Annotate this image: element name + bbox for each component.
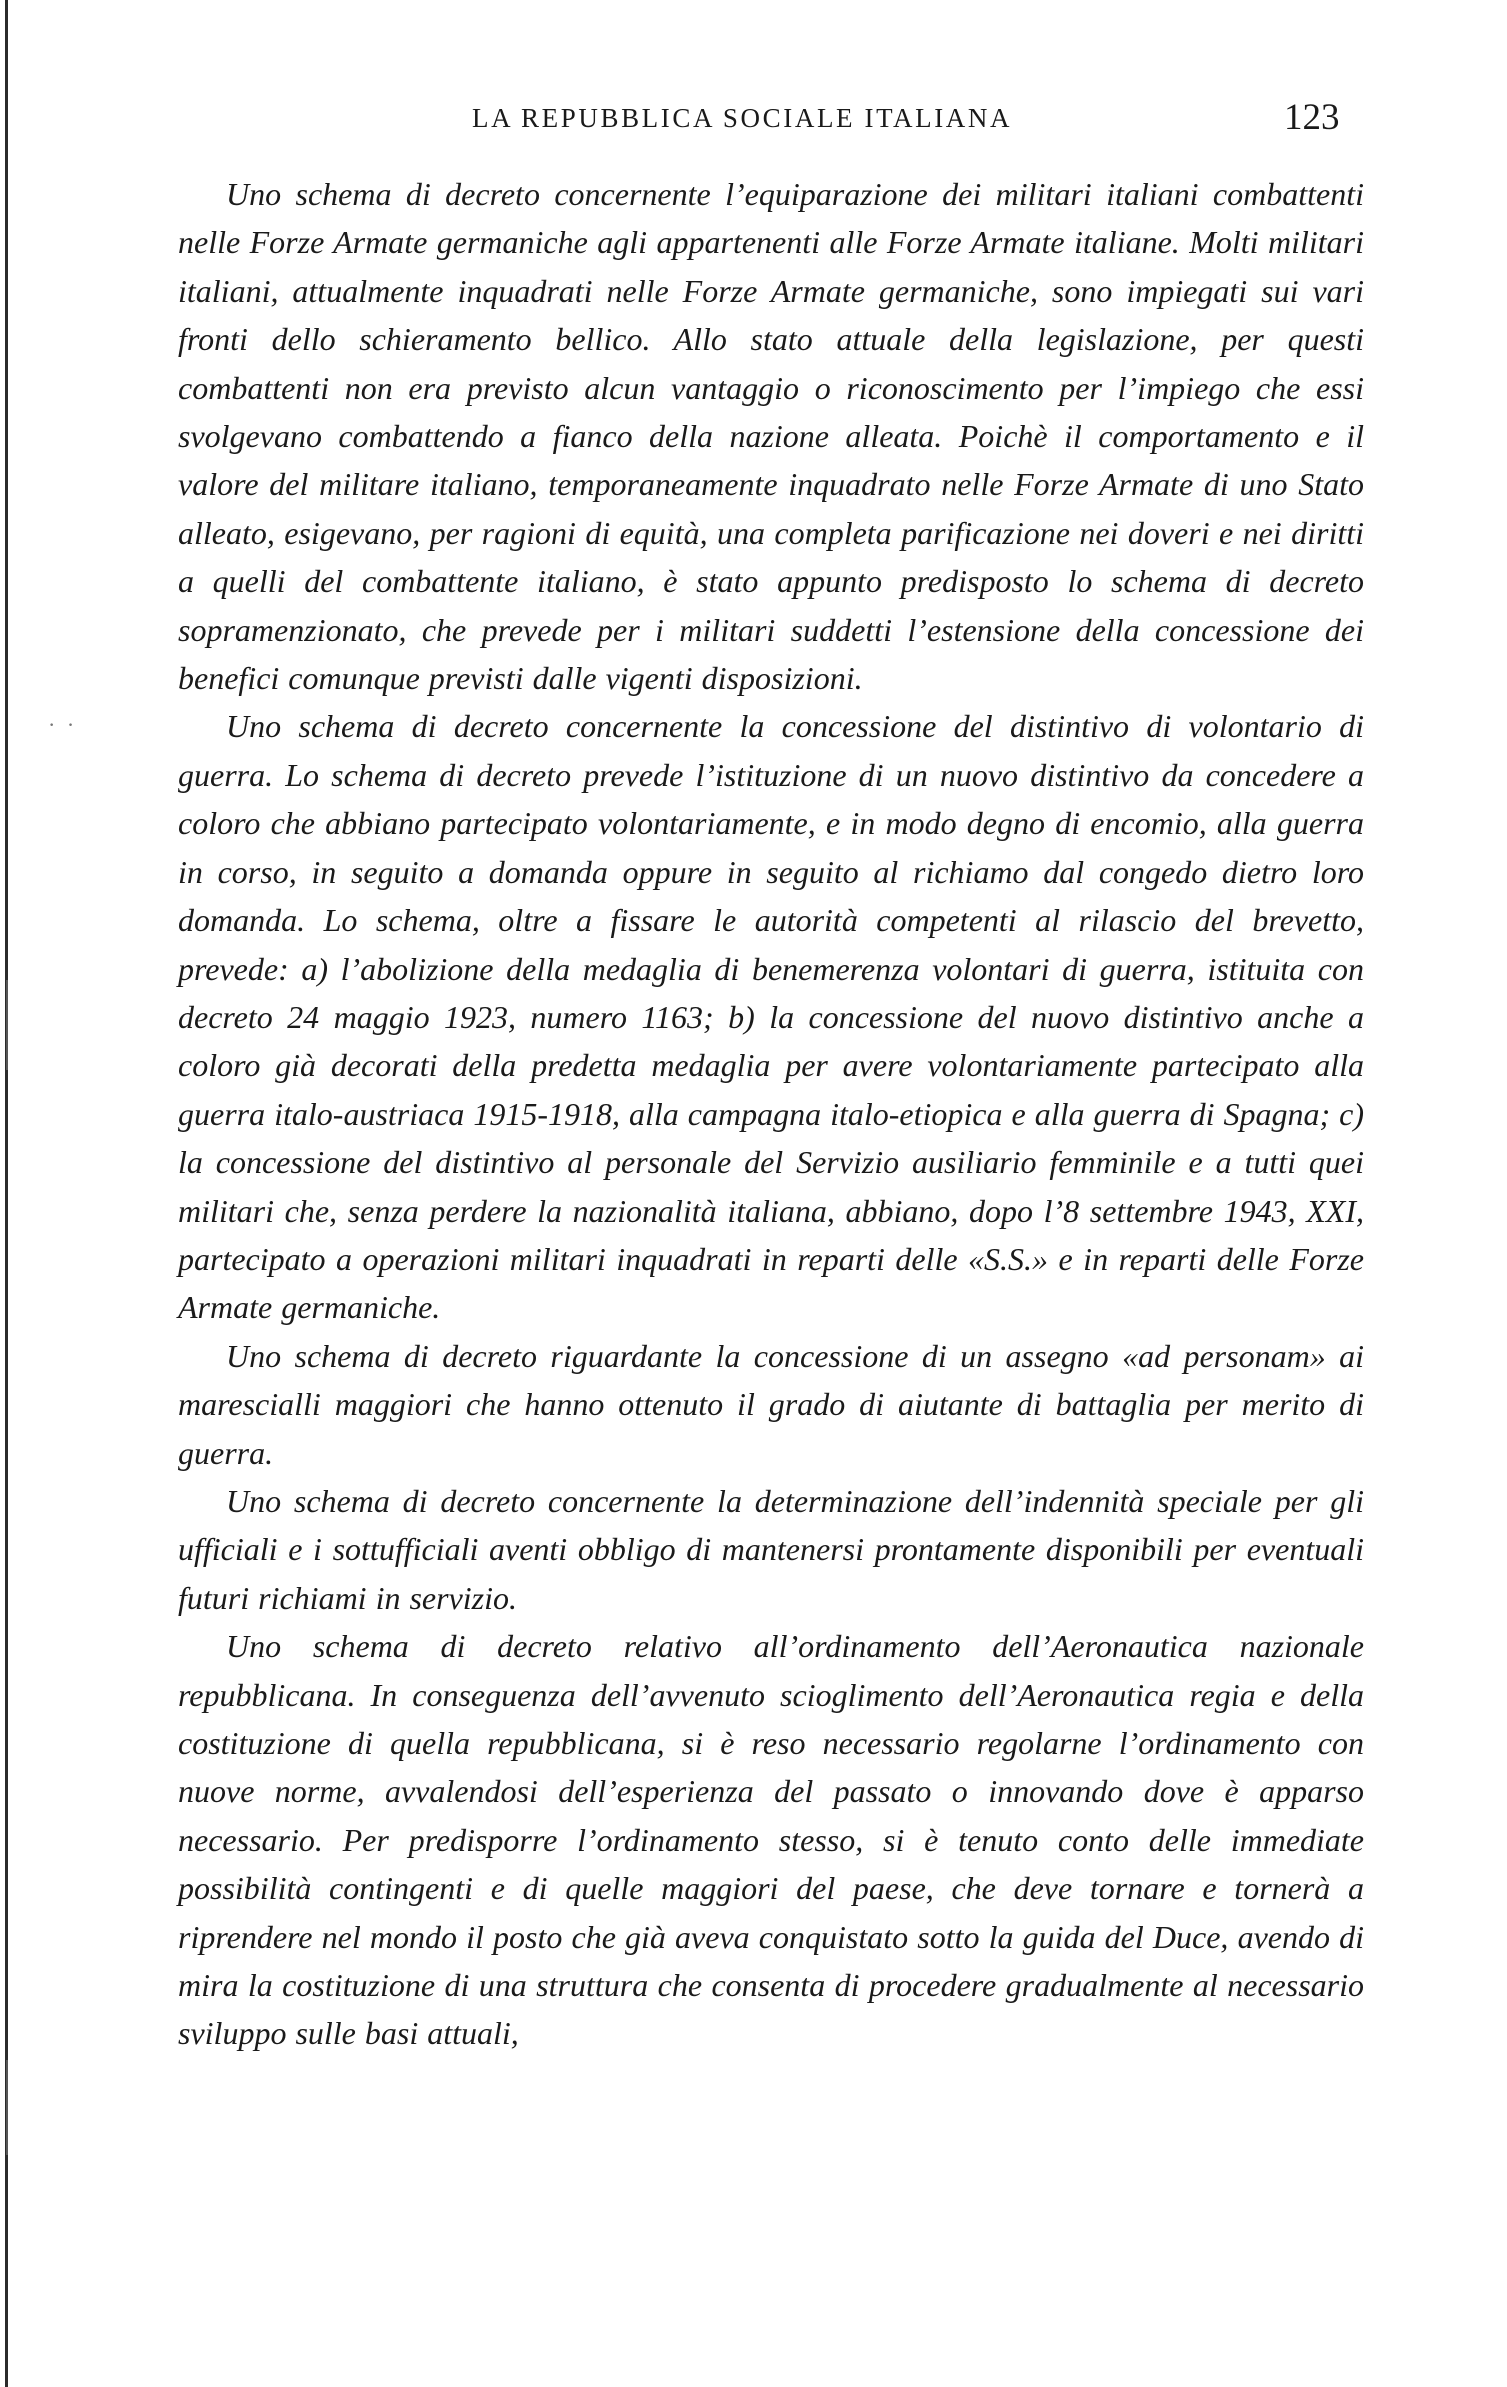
paragraph-indennita-speciale: Uno schema di decreto concernente la determinazione dell’indennità speciale per gli ufficiali e i sottufficiali aventi obbligo di mantenersi prontamente disponibili per eventuali futuri richiami in servizio. — [178, 1482, 1364, 1616]
paragraph-assegno-marescialli: Uno schema di decreto riguardante la concessione di un assegno «ad personam» ai marescialli maggiori che hanno ottenuto il grado di aiutante di battaglia per merito di guerra. — [178, 1337, 1364, 1471]
paragraph-distintivo-volontario: Uno schema di decreto concernente la concessione del distintivo di volontario di guerra. Lo schema di decreto prevede l’istituzione di un nuovo distintivo da concedere a coloro che abbiano partecipato volontariamente, e in modo degno di encomio, alla guerra in corso, in seguito a domanda oppure in seguito al richiamo dal congedo dietro loro domanda. Lo schema, oltre a fissare le autorità competenti al rilascio del brevetto, prevede: a) l’abolizione della medaglia di benemerenza volontari di guerra, istituita con decreto 24 maggio 1923, numero 1163; b) la concessione del nuovo distintivo anche a coloro già decorati della predetta medaglia per avere volontariamente partecipato alla guerra italo-austriaca 1915-1918, alla campagna italo-etiopica e alla guerra di Spagna; c) la concessione del distintivo al personale del Servizio ausiliario femminile e a tutti quei militari che, senza perdere la nazionalità italiana, abbiano, dopo l’8 settembre 1943, XXI, partecipato a operazioni militari inquadrati in reparti delle «S.S.» e in reparti delle Forze Armate germaniche. — [178, 708, 1364, 1326]
paragraph-aeronautica-repubblicana: Uno schema di decreto relativo all’ordinamento dell’Aeronautica nazionale repubblicana. In conseguenza dell’avvenuto scioglimento dell’Aeronautica regia e della costituzione di quella repubblicana, si è reso necessario regolarne l’ordinamento con nuove norme, avvalendosi dell’esperienza del passato o innovando dove è apparso necessario. Per predisporre l’ordinamento stesso, si è tenuto conto delle immediate possibilità contingenti e di quelle maggiori del paese, che deve tornare e tornerà a riprendere nel mondo il posto che già aveva conquistato sotto la guida del Duce, avendo di mira la costituzione di una struttura che consenta di procedere gradualmente al necessario sviluppo sulle basi attuali, — [178, 1628, 1364, 2052]
margin-mark — [6, 2060, 8, 2155]
page-number: 123 — [1284, 97, 1340, 138]
paragraph-equiparazione-militari: Uno schema di decreto concernente l’equiparazione dei militari italiani combattenti nelle Forze Armate germaniche agli appartenenti alle Forze Armate italiane. Molti militari italiani, attualmente inquadrati nelle Forze Armate germaniche, sono impiegati sui vari fronti dello schieramento bellico. Allo stato attuale della legislazione, per questi combattenti non era previsto alcun vantaggio o riconoscimento per l’impiego che essi svolgevano combattendo a fianco della nazione alleata. Poichè il comportamento e il valore del militare italiano, temporaneamente inquadrato nelle Forze Armate di uno Stato alleato, esigevano, per ragioni di equità, una completa parificazione nei doveri e nei diritti a quelli del combattente italiano, è stato appunto predisposto lo schema di decreto sopramenzionato, che prevede per i militari suddetti l’estensione della concessione dei benefici comunque previsti dalle vigenti disposizioni. — [178, 176, 1364, 697]
page-header — [0, 93, 1507, 143]
running-title: LA REPUBBLICA SOCIALE ITALIANA — [472, 103, 1013, 133]
scan-speck: · · — [48, 712, 78, 737]
margin-mark — [6, 980, 8, 1070]
page-body — [178, 170, 1364, 2058]
scan-edge — [5, 0, 8, 2387]
